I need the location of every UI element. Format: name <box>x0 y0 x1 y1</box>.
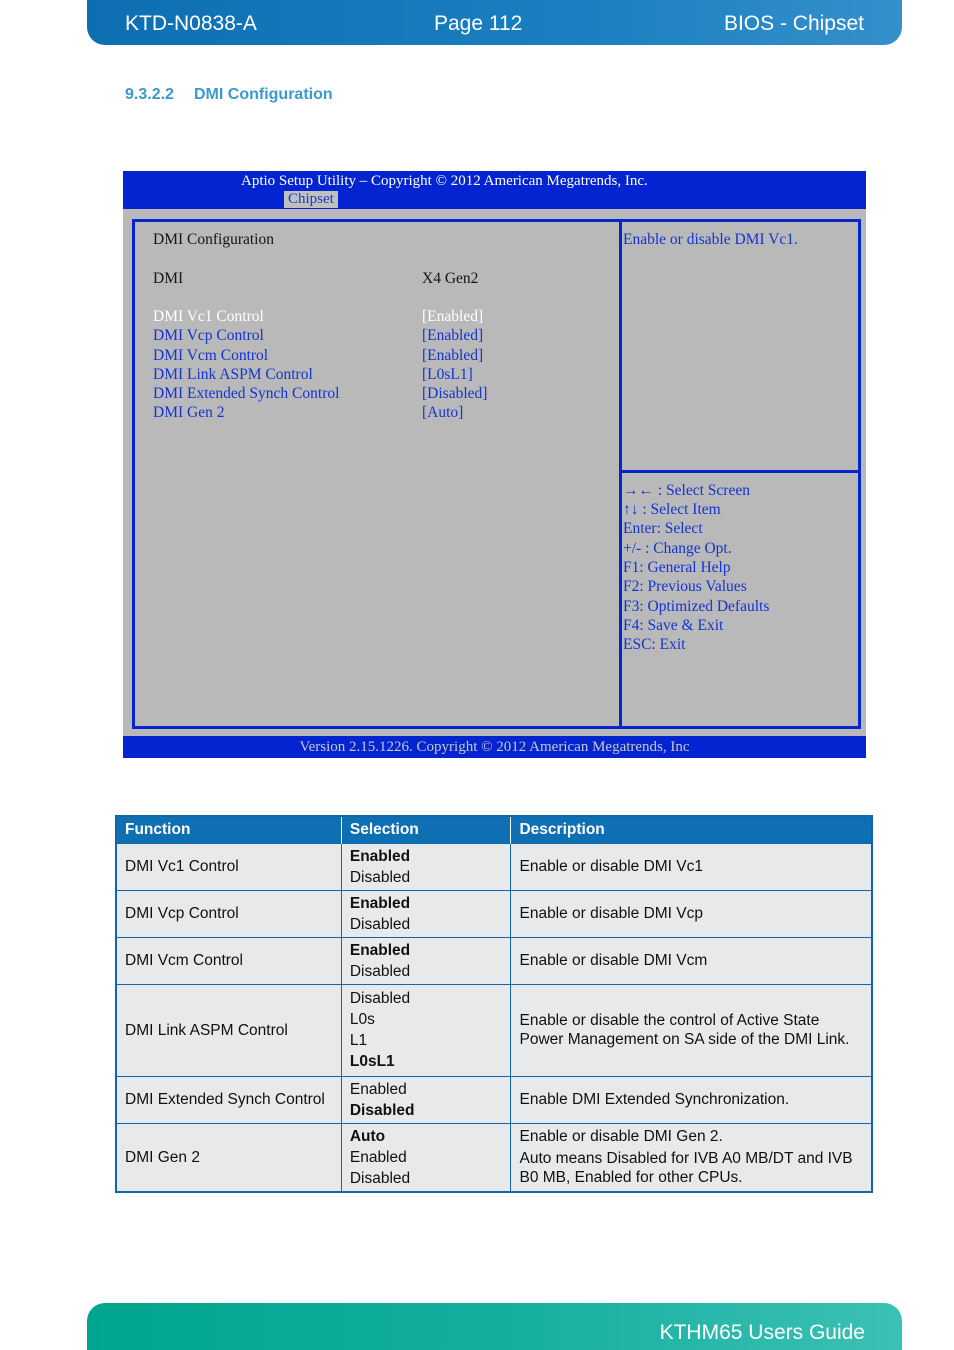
cell-description <box>511 1076 872 1123</box>
bios-key-f4: F4: Save & Exit <box>623 617 724 634</box>
description-text: Enable or disable DMI Gen 2. <box>519 1128 723 1146</box>
option: Enabled <box>349 1148 407 1166</box>
bios-key-f2: F2: Previous Values <box>623 578 747 595</box>
cell-function: DMI Vcm Control <box>116 937 341 984</box>
tab-chipset[interactable]: Chipset <box>284 191 338 208</box>
option: Disabled <box>349 868 411 886</box>
cell-description <box>511 843 872 890</box>
default-option: Auto <box>349 1127 386 1145</box>
description-text: Enable or disable the control of Active State Power Management on SA side of the DMI Link. <box>519 1012 850 1048</box>
bios-utility-title: Aptio Setup Utility – Copyright © 2012 American Megatrends, Inc. <box>241 173 648 189</box>
bios-value-dmi-extended-synch-control[interactable]: [Disabled] <box>422 385 488 402</box>
table-row <box>116 1076 872 1123</box>
description-text: Enable or disable DMI Vcm <box>519 952 708 969</box>
bios-help-text: Enable or disable DMI Vc1. <box>623 231 798 248</box>
bios-value-dmi-vcp-control[interactable]: [Enabled] <box>422 327 484 344</box>
bios-item-dmi-extended-synch-control[interactable]: DMI Extended Synch Control <box>153 385 340 402</box>
description-text: Enable or disable DMI Vc1 <box>519 858 703 875</box>
cell-function: DMI Gen 2 <box>116 1123 341 1192</box>
bios-item-dmi-gen-2[interactable]: DMI Gen 2 <box>153 404 225 421</box>
bios-info-label: DMI <box>153 270 184 287</box>
option: Disabled <box>349 1169 411 1187</box>
option: Disabled <box>349 915 411 933</box>
cell-description <box>511 890 872 937</box>
section-number: 9.3.2.2 <box>125 86 174 103</box>
bios-value-dmi-vcm-control[interactable]: [Enabled] <box>422 347 484 364</box>
default-option: L0sL1 <box>349 1053 395 1070</box>
section-name: BIOS - Chipset <box>723 12 864 35</box>
bios-item-dmi-vc1-control[interactable]: DMI Vc1 Control <box>153 308 264 325</box>
option: L0s <box>349 1011 375 1028</box>
table-row <box>116 937 872 984</box>
header-selection: Selection <box>341 816 511 843</box>
bios-settings-panel <box>132 219 621 729</box>
bios-screen <box>123 171 866 758</box>
description-text: Enable DMI Extended Synchronization. <box>519 1091 790 1108</box>
page-footer <box>87 1303 902 1350</box>
cell-description <box>511 1123 872 1192</box>
bios-info-value: X4 Gen2 <box>422 270 479 287</box>
bios-value-dmi-gen-2[interactable]: [Auto] <box>422 404 464 421</box>
bios-help-divider <box>622 470 858 473</box>
option: Enabled <box>349 1080 407 1098</box>
bios-key-select-item: ↑↓ : Select Item <box>623 501 721 518</box>
description-text: Enable or disable DMI Vcp <box>519 905 703 922</box>
table-row <box>116 843 872 890</box>
bios-key-f3: F3: Optimized Defaults <box>623 598 770 615</box>
cell-selection <box>341 937 511 984</box>
table-row <box>116 984 872 1076</box>
bios-value-dmi-vc1-control[interactable]: [Enabled] <box>422 308 484 325</box>
bios-key-select-screen: →← : Select Screen <box>623 482 750 499</box>
bios-key-f1: F1: General Help <box>623 559 731 576</box>
option: Disabled <box>349 990 411 1007</box>
bios-item-dmi-vcm-control[interactable]: DMI Vcm Control <box>153 347 269 364</box>
table-row <box>116 1123 872 1192</box>
bios-key-enter: Enter: Select <box>623 520 703 537</box>
cell-function: DMI Vcp Control <box>116 890 341 937</box>
bios-help-panel <box>619 219 861 729</box>
default-option: Disabled <box>349 1101 415 1119</box>
default-option: Enabled <box>349 847 411 865</box>
section-heading <box>125 86 333 104</box>
table-row <box>116 890 872 937</box>
cell-selection <box>341 890 511 937</box>
cell-selection <box>341 984 511 1076</box>
document-id: KTD-N0838-A <box>125 12 257 35</box>
table-header-row <box>116 816 872 843</box>
default-option: Enabled <box>349 941 411 959</box>
cell-function: DMI Link ASPM Control <box>116 984 341 1076</box>
cell-function: DMI Vc1 Control <box>116 843 341 890</box>
bios-key-change-opt: +/- : Change Opt. <box>623 540 732 557</box>
header-function: Function <box>116 816 341 843</box>
cell-selection <box>341 843 511 890</box>
footer-title: KTHM65 Users Guide <box>659 1321 865 1344</box>
bios-screen-title: DMI Configuration <box>153 231 274 248</box>
option: L1 <box>349 1032 368 1049</box>
header-description: Description <box>511 816 872 843</box>
cell-function: DMI Extended Synch Control <box>116 1076 341 1123</box>
bios-value-dmi-link-aspm-control[interactable]: [L0sL1] <box>422 366 473 383</box>
section-title: DMI Configuration <box>194 86 333 103</box>
bios-version-bar: Version 2.15.1226. Copyright © 2012 American Megatrends, Inc <box>123 736 866 758</box>
cell-selection <box>341 1076 511 1123</box>
bios-item-dmi-link-aspm-control[interactable]: DMI Link ASPM Control <box>153 366 313 383</box>
bios-item-dmi-vcp-control[interactable]: DMI Vcp Control <box>153 327 264 344</box>
option: Disabled <box>349 962 411 980</box>
page-number: Page 112 <box>434 12 523 35</box>
cell-description <box>511 937 872 984</box>
description-text: Auto means Disabled for IVB A0 MB/DT and IVB B0 MB, Enabled for other CPUs. <box>519 1150 853 1187</box>
cell-selection <box>341 1123 511 1192</box>
cell-description <box>511 984 872 1076</box>
bios-title-bar <box>123 171 866 209</box>
page-header <box>87 0 902 45</box>
default-option: Enabled <box>349 894 411 912</box>
bios-key-esc: ESC: Exit <box>623 636 686 653</box>
options-table <box>115 815 873 1193</box>
